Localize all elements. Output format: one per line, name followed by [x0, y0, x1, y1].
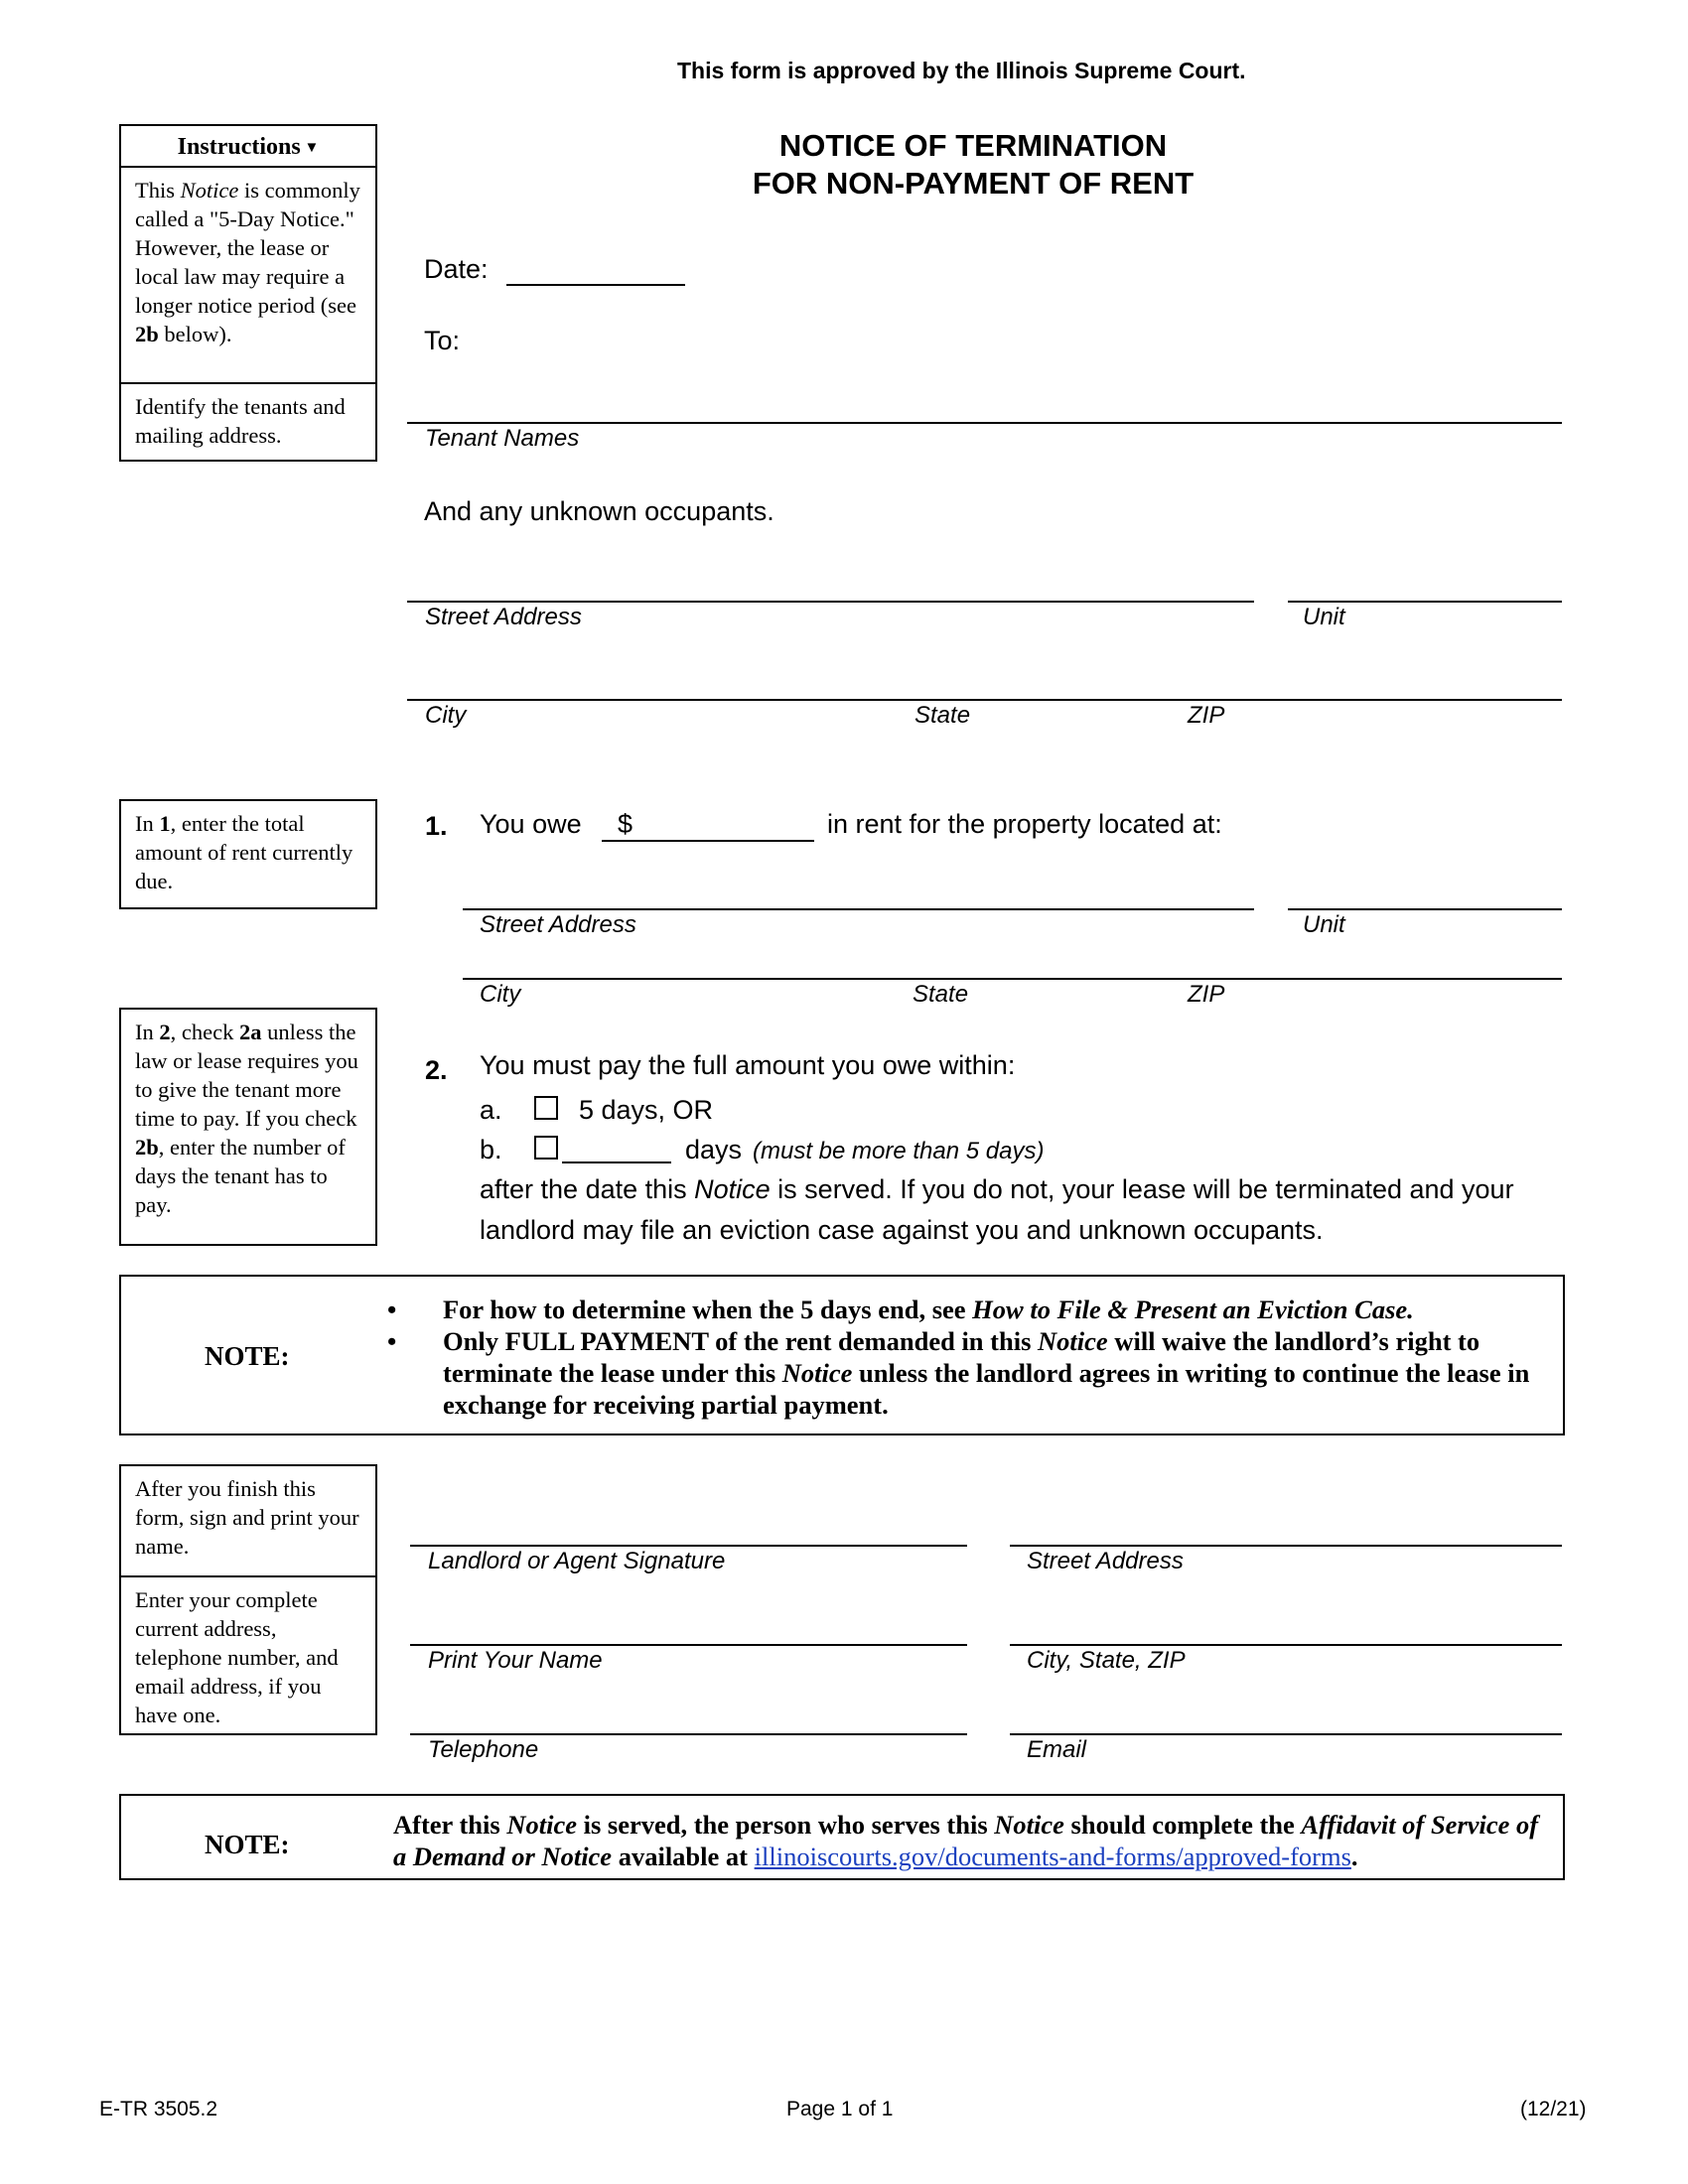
- landlord-street-line[interactable]: [1010, 1545, 1562, 1547]
- date-input-line[interactable]: [506, 284, 685, 286]
- instructions-item1: In 1, enter the total amount of rent currently due.: [135, 811, 353, 893]
- telephone-label: Telephone: [428, 1736, 539, 1763]
- section2-number: 2.: [425, 1055, 448, 1085]
- date-label: Date:: [424, 254, 489, 284]
- tenant-zip-label: ZIP: [1188, 702, 1225, 729]
- page-number: Page 1 of 1: [786, 2098, 894, 2120]
- unknown-occupants-text: And any unknown occupants.: [424, 496, 774, 526]
- note-2-text: After this Notice is served, the person who serves this Notice should complete the Affidavit of Service of a Demand or Notice available at illinoiscourts.gov/documents-and-forms/approved-forms.: [393, 1810, 1539, 1871]
- option-b-days-line[interactable]: [562, 1161, 671, 1163]
- option-b-note: (must be more than 5 days): [753, 1138, 1045, 1164]
- instructions-intro: This Notice is commonly called a "5-Day Notice." However, the lease or local law may require a longer notice period (see 2b below).: [135, 178, 360, 346]
- property-street-line[interactable]: [463, 908, 1254, 910]
- option-b-days: days: [685, 1135, 743, 1164]
- instructions-heading: Instructions ▼: [121, 126, 375, 168]
- section1-number: 1.: [425, 811, 448, 841]
- section2-after-line1: after the date this Notice is served. If you do not, your lease will be terminated and your: [480, 1174, 1514, 1204]
- section2-lead: You must pay the full amount you owe within:: [480, 1050, 1016, 1080]
- instructions-item2: In 2, check 2a unless the law or lease requires you to give the tenant more time to pay. If you check 2b, enter the number of days the tenant has to pay.: [135, 1020, 358, 1217]
- approval-notice: This form is approved by the Illinois Supreme Court.: [677, 58, 1246, 83]
- landlord-csz-label: City, State, ZIP: [1027, 1647, 1186, 1674]
- revision-date: (12/21): [1520, 2098, 1587, 2120]
- property-state-label: State: [913, 981, 969, 1008]
- tenant-names-label: Tenant Names: [425, 425, 580, 452]
- amount-owed-line[interactable]: [602, 840, 814, 842]
- tenant-unit-line[interactable]: [1288, 601, 1562, 603]
- instructions-sign-box: [119, 1464, 377, 1735]
- form-number: E-TR 3505.2: [99, 2098, 218, 2120]
- approved-forms-link[interactable]: illinoiscourts.gov/documents-and-forms/approved-forms: [754, 1842, 1351, 1871]
- instructions-finish: After you finish this form, sign and print your name.: [135, 1476, 359, 1559]
- note-label-1: NOTE:: [205, 1341, 290, 1371]
- note-1-bullet-1: • For how to determine when the 5 days end, see How to File & Present an Eviction Case.: [387, 1295, 1414, 1324]
- property-unit-label: Unit: [1303, 911, 1345, 938]
- option-b-label: b.: [480, 1135, 502, 1164]
- print-name-line[interactable]: [410, 1644, 967, 1646]
- tenant-unit-label: Unit: [1303, 604, 1345, 630]
- title-line-2: FOR NON-PAYMENT OF RENT: [752, 166, 1195, 201]
- tenant-street-label: Street Address: [425, 604, 582, 630]
- title-line-1: NOTICE OF TERMINATION: [778, 128, 1168, 163]
- property-city-label: City: [480, 981, 521, 1008]
- telephone-line[interactable]: [410, 1733, 967, 1735]
- to-label: To:: [424, 326, 461, 355]
- dollar-sign: $: [618, 809, 633, 839]
- page-title: [695, 127, 1251, 203]
- tenant-state-label: State: [914, 702, 971, 729]
- tenant-city-label: City: [425, 702, 467, 729]
- section2-after-line2: landlord may file an eviction case against you and unknown occupants.: [480, 1215, 1324, 1245]
- instructions-box: [119, 124, 377, 462]
- tenant-names-line[interactable]: [407, 422, 1562, 424]
- email-label: Email: [1027, 1736, 1087, 1763]
- option-a-label: a.: [480, 1095, 502, 1125]
- signature-line[interactable]: [410, 1545, 967, 1547]
- property-city-line[interactable]: [463, 978, 1562, 980]
- property-street-label: Street Address: [480, 911, 636, 938]
- landlord-csz-line[interactable]: [1010, 1644, 1562, 1646]
- option-a-checkbox[interactable]: [534, 1096, 558, 1122]
- you-owe-label: You owe: [480, 809, 582, 839]
- instructions-item1-box: [119, 799, 377, 909]
- note-1-bullet-2: • Only FULL PAYMENT of the rent demanded in this Notice will waive the landlord’s right to terminate the lease under this Notice unless the landlord agrees in writing to continue the lease in exchange for receiving partial payment.: [387, 1326, 1530, 1420]
- rent-for-property-text: in rent for the property located at:: [827, 809, 1222, 839]
- note-1-bullets: [387, 1294, 1549, 1421]
- option-b-checkbox[interactable]: [534, 1136, 558, 1161]
- chevron-down-icon: ▼: [300, 140, 320, 156]
- landlord-street-label: Street Address: [1027, 1548, 1184, 1574]
- instructions-item2-box: [119, 1008, 377, 1246]
- email-line[interactable]: [1010, 1733, 1562, 1735]
- property-zip-label: ZIP: [1188, 981, 1225, 1008]
- tenant-city-line[interactable]: [407, 699, 1562, 701]
- print-name-label: Print Your Name: [428, 1647, 603, 1674]
- tenant-street-line[interactable]: [407, 601, 1254, 603]
- note-label-2: NOTE:: [205, 1830, 290, 1859]
- instructions-contact: Enter your complete current address, telephone number, and email address, if you have one.: [121, 1575, 375, 1735]
- signature-label: Landlord or Agent Signature: [428, 1548, 726, 1574]
- property-unit-line[interactable]: [1288, 908, 1562, 910]
- instructions-identify: Identify the tenants and mailing address.: [121, 382, 375, 456]
- option-a-text: 5 days, OR: [579, 1095, 714, 1125]
